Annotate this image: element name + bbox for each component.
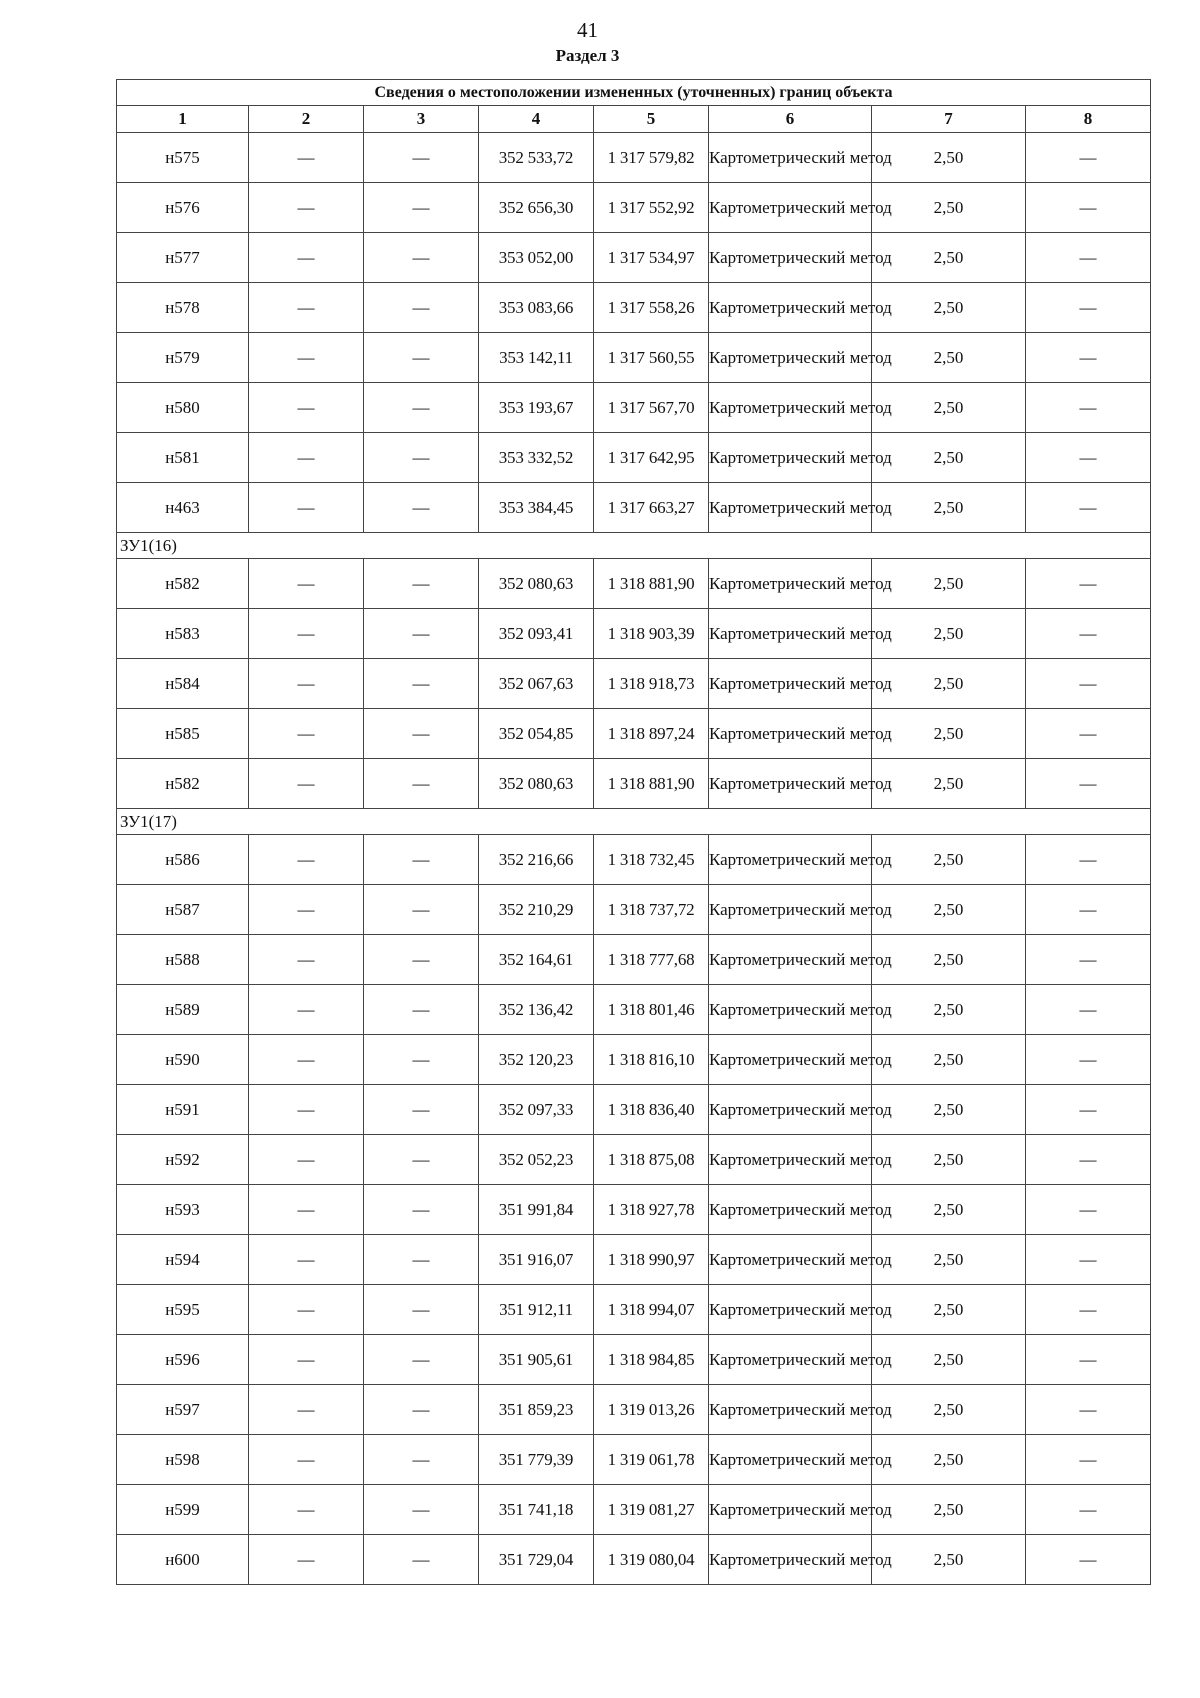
accuracy-cell: 2,50 [872, 283, 1026, 333]
x-coordinate-cell: 352 054,85 [479, 709, 594, 759]
accuracy-cell: 2,50 [872, 1385, 1026, 1435]
y-coordinate-cell: 1 317 642,95 [594, 433, 709, 483]
column-8-cell: — [1026, 1535, 1151, 1585]
point-name-cell: н593 [117, 1185, 249, 1235]
column-3-cell: — [364, 1385, 479, 1435]
group-row [117, 809, 1151, 835]
x-coordinate-cell: 352 080,63 [479, 759, 594, 809]
x-coordinate-cell: 352 656,30 [479, 183, 594, 233]
table-row [117, 609, 1151, 659]
column-8-cell: — [1026, 1485, 1151, 1535]
point-name-cell: н597 [117, 1385, 249, 1435]
method-cell: Картометрический метод [709, 333, 872, 383]
table-row [117, 935, 1151, 985]
column-2-cell: — [249, 1535, 364, 1585]
x-coordinate-cell: 352 052,23 [479, 1135, 594, 1185]
column-8-cell: — [1026, 935, 1151, 985]
point-name-cell: н596 [117, 1335, 249, 1385]
table-row [117, 1135, 1151, 1185]
y-coordinate-cell: 1 318 990,97 [594, 1235, 709, 1285]
column-2-cell: — [249, 1335, 364, 1385]
point-name-cell: н578 [117, 283, 249, 333]
column-8-cell: — [1026, 609, 1151, 659]
accuracy-cell: 2,50 [872, 1135, 1026, 1185]
column-number-1: 1 [117, 106, 249, 133]
y-coordinate-cell: 1 318 836,40 [594, 1085, 709, 1135]
column-8-cell: — [1026, 283, 1151, 333]
x-coordinate-cell: 352 120,23 [479, 1035, 594, 1085]
y-coordinate-cell: 1 318 801,46 [594, 985, 709, 1035]
table-row [117, 1085, 1151, 1135]
column-2-cell: — [249, 559, 364, 609]
column-3-cell: — [364, 835, 479, 885]
column-8-cell: — [1026, 559, 1151, 609]
column-2-cell: — [249, 1085, 364, 1135]
x-coordinate-cell: 351 729,04 [479, 1535, 594, 1585]
table-row [117, 559, 1151, 609]
point-name-cell: н599 [117, 1485, 249, 1535]
column-3-cell: — [364, 1285, 479, 1335]
y-coordinate-cell: 1 318 918,73 [594, 659, 709, 709]
point-name-cell: н463 [117, 483, 249, 533]
group-row [117, 533, 1151, 559]
column-8-cell: — [1026, 333, 1151, 383]
method-cell: Картометрический метод [709, 935, 872, 985]
column-2-cell: — [249, 283, 364, 333]
accuracy-cell: 2,50 [872, 609, 1026, 659]
column-8-cell: — [1026, 383, 1151, 433]
column-numbers-row [117, 106, 1151, 133]
column-3-cell: — [364, 659, 479, 709]
y-coordinate-cell: 1 318 737,72 [594, 885, 709, 935]
column-2-cell: — [249, 885, 364, 935]
point-name-cell: н584 [117, 659, 249, 709]
accuracy-cell: 2,50 [872, 1085, 1026, 1135]
method-cell: Картометрический метод [709, 985, 872, 1035]
column-2-cell: — [249, 709, 364, 759]
x-coordinate-cell: 351 991,84 [479, 1185, 594, 1235]
column-2-cell: — [249, 835, 364, 885]
section-title: Раздел 3 [555, 46, 620, 65]
column-3-cell: — [364, 1335, 479, 1385]
y-coordinate-cell: 1 319 013,26 [594, 1385, 709, 1435]
point-name-cell: н592 [117, 1135, 249, 1185]
accuracy-cell: 2,50 [872, 183, 1026, 233]
y-coordinate-cell: 1 319 061,78 [594, 1435, 709, 1485]
point-name-cell: н588 [117, 935, 249, 985]
column-number-4: 4 [479, 106, 594, 133]
method-cell: Картометрический метод [709, 383, 872, 433]
y-coordinate-cell: 1 318 732,45 [594, 835, 709, 885]
x-coordinate-cell: 352 216,66 [479, 835, 594, 885]
column-8-cell: — [1026, 1335, 1151, 1385]
column-2-cell: — [249, 1235, 364, 1285]
column-2-cell: — [249, 1285, 364, 1335]
accuracy-cell: 2,50 [872, 559, 1026, 609]
x-coordinate-cell: 351 779,39 [479, 1435, 594, 1485]
column-2-cell: — [249, 1435, 364, 1485]
column-8-cell: — [1026, 1385, 1151, 1435]
x-coordinate-cell: 352 136,42 [479, 985, 594, 1035]
method-cell: Картометрический метод [709, 659, 872, 709]
column-3-cell: — [364, 1135, 479, 1185]
point-name-cell: н587 [117, 885, 249, 935]
table-row [117, 183, 1151, 233]
table-row [117, 1485, 1151, 1535]
accuracy-cell: 2,50 [872, 835, 1026, 885]
y-coordinate-cell: 1 317 567,70 [594, 383, 709, 433]
table-row [117, 1535, 1151, 1585]
method-cell: Картометрический метод [709, 1185, 872, 1235]
x-coordinate-cell: 353 332,52 [479, 433, 594, 483]
y-coordinate-cell: 1 317 534,97 [594, 233, 709, 283]
column-8-cell: — [1026, 1235, 1151, 1285]
point-name-cell: н576 [117, 183, 249, 233]
point-name-cell: н581 [117, 433, 249, 483]
column-3-cell: — [364, 609, 479, 659]
accuracy-cell: 2,50 [872, 1435, 1026, 1485]
y-coordinate-cell: 1 318 881,90 [594, 759, 709, 809]
table-row [117, 1185, 1151, 1235]
table-row [117, 885, 1151, 935]
point-name-cell: н595 [117, 1285, 249, 1335]
column-3-cell: — [364, 233, 479, 283]
column-3-cell: — [364, 1185, 479, 1235]
column-number-2: 2 [249, 106, 364, 133]
accuracy-cell: 2,50 [872, 1035, 1026, 1085]
accuracy-cell: 2,50 [872, 383, 1026, 433]
x-coordinate-cell: 351 912,11 [479, 1285, 594, 1335]
table-row [117, 1335, 1151, 1385]
column-2-cell: — [249, 1035, 364, 1085]
table-row [117, 659, 1151, 709]
column-number-6: 6 [709, 106, 872, 133]
y-coordinate-cell: 1 318 903,39 [594, 609, 709, 659]
column-2-cell: — [249, 233, 364, 283]
column-2-cell: — [249, 333, 364, 383]
accuracy-cell: 2,50 [872, 233, 1026, 283]
column-3-cell: — [364, 383, 479, 433]
column-8-cell: — [1026, 1035, 1151, 1085]
table-row [117, 1035, 1151, 1085]
method-cell: Картометрический метод [709, 183, 872, 233]
column-2-cell: — [249, 1185, 364, 1235]
accuracy-cell: 2,50 [872, 1235, 1026, 1285]
column-number-8: 8 [1026, 106, 1151, 133]
column-2-cell: — [249, 985, 364, 1035]
column-8-cell: — [1026, 709, 1151, 759]
accuracy-cell: 2,50 [872, 1535, 1026, 1585]
column-2-cell: — [249, 1385, 364, 1435]
table-row [117, 709, 1151, 759]
x-coordinate-cell: 351 916,07 [479, 1235, 594, 1285]
column-2-cell: — [249, 133, 364, 183]
x-coordinate-cell: 353 052,00 [479, 233, 594, 283]
column-8-cell: — [1026, 835, 1151, 885]
point-name-cell: н577 [117, 233, 249, 283]
table-row [117, 1285, 1151, 1335]
accuracy-cell: 2,50 [872, 885, 1026, 935]
column-8-cell: — [1026, 1135, 1151, 1185]
method-cell: Картометрический метод [709, 433, 872, 483]
point-name-cell: н598 [117, 1435, 249, 1485]
y-coordinate-cell: 1 318 927,78 [594, 1185, 709, 1235]
column-3-cell: — [364, 1535, 479, 1585]
column-3-cell: — [364, 1235, 479, 1285]
column-3-cell: — [364, 283, 479, 333]
x-coordinate-cell: 351 905,61 [479, 1335, 594, 1385]
accuracy-cell: 2,50 [872, 1485, 1026, 1535]
method-cell: Картометрический метод [709, 233, 872, 283]
method-cell: Картометрический метод [709, 1135, 872, 1185]
accuracy-cell: 2,50 [872, 935, 1026, 985]
method-cell: Картометрический метод [709, 1485, 872, 1535]
column-3-cell: — [364, 183, 479, 233]
column-2-cell: — [249, 759, 364, 809]
y-coordinate-cell: 1 318 875,08 [594, 1135, 709, 1185]
table-body [117, 133, 1151, 1585]
column-8-cell: — [1026, 183, 1151, 233]
y-coordinate-cell: 1 318 777,68 [594, 935, 709, 985]
x-coordinate-cell: 351 741,18 [479, 1485, 594, 1535]
table-row [117, 1235, 1151, 1285]
accuracy-cell: 2,50 [872, 433, 1026, 483]
column-3-cell: — [364, 1485, 479, 1535]
column-number-3: 3 [364, 106, 479, 133]
y-coordinate-cell: 1 319 081,27 [594, 1485, 709, 1535]
table-row [117, 483, 1151, 533]
column-8-cell: — [1026, 483, 1151, 533]
column-3-cell: — [364, 759, 479, 809]
point-name-cell: н582 [117, 759, 249, 809]
x-coordinate-cell: 352 164,61 [479, 935, 594, 985]
y-coordinate-cell: 1 318 816,10 [594, 1035, 709, 1085]
method-cell: Картометрический метод [709, 609, 872, 659]
column-3-cell: — [364, 885, 479, 935]
method-cell: Картометрический метод [709, 1385, 872, 1435]
column-3-cell: — [364, 1435, 479, 1485]
method-cell: Картометрический метод [709, 283, 872, 333]
column-2-cell: — [249, 483, 364, 533]
x-coordinate-cell: 352 067,63 [479, 659, 594, 709]
column-3-cell: — [364, 1085, 479, 1135]
method-cell: Картометрический метод [709, 559, 872, 609]
group-label: ЗУ1(16) [117, 533, 1151, 559]
boundary-coordinates-table [116, 79, 1151, 1585]
table-caption: Сведения о местоположении измененных (уточненных) границ объекта [117, 80, 1151, 106]
point-name-cell: н585 [117, 709, 249, 759]
column-8-cell: — [1026, 659, 1151, 709]
y-coordinate-cell: 1 318 881,90 [594, 559, 709, 609]
column-8-cell: — [1026, 1435, 1151, 1485]
y-coordinate-cell: 1 317 663,27 [594, 483, 709, 533]
point-name-cell: н579 [117, 333, 249, 383]
point-name-cell: н582 [117, 559, 249, 609]
point-name-cell: н590 [117, 1035, 249, 1085]
accuracy-cell: 2,50 [872, 709, 1026, 759]
column-8-cell: — [1026, 759, 1151, 809]
column-2-cell: — [249, 183, 364, 233]
table-row [117, 835, 1151, 885]
column-8-cell: — [1026, 233, 1151, 283]
y-coordinate-cell: 1 317 552,92 [594, 183, 709, 233]
column-2-cell: — [249, 659, 364, 709]
point-name-cell: н600 [117, 1535, 249, 1585]
accuracy-cell: 2,50 [872, 483, 1026, 533]
y-coordinate-cell: 1 317 579,82 [594, 133, 709, 183]
method-cell: Картометрический метод [709, 885, 872, 935]
method-cell: Картометрический метод [709, 1435, 872, 1485]
y-coordinate-cell: 1 317 558,26 [594, 283, 709, 333]
column-2-cell: — [249, 1485, 364, 1535]
method-cell: Картометрический метод [709, 1085, 872, 1135]
column-number-7: 7 [872, 106, 1026, 133]
column-8-cell: — [1026, 985, 1151, 1035]
accuracy-cell: 2,50 [872, 659, 1026, 709]
column-3-cell: — [364, 483, 479, 533]
column-3-cell: — [364, 709, 479, 759]
y-coordinate-cell: 1 318 994,07 [594, 1285, 709, 1335]
column-8-cell: — [1026, 1285, 1151, 1335]
table-row [117, 233, 1151, 283]
table-row [117, 1435, 1151, 1485]
y-coordinate-cell: 1 318 984,85 [594, 1335, 709, 1385]
accuracy-cell: 2,50 [872, 759, 1026, 809]
column-3-cell: — [364, 133, 479, 183]
x-coordinate-cell: 353 384,45 [479, 483, 594, 533]
x-coordinate-cell: 352 533,72 [479, 133, 594, 183]
method-cell: Картометрический метод [709, 1535, 872, 1585]
y-coordinate-cell: 1 317 560,55 [594, 333, 709, 383]
x-coordinate-cell: 352 093,41 [479, 609, 594, 659]
column-8-cell: — [1026, 433, 1151, 483]
table-row [117, 333, 1151, 383]
accuracy-cell: 2,50 [872, 1285, 1026, 1335]
table-row [117, 133, 1151, 183]
table-row [117, 383, 1151, 433]
x-coordinate-cell: 353 083,66 [479, 283, 594, 333]
method-cell: Картометрический метод [709, 709, 872, 759]
column-2-cell: — [249, 433, 364, 483]
table-row [117, 433, 1151, 483]
page-number: 41 [577, 18, 598, 42]
x-coordinate-cell: 352 080,63 [479, 559, 594, 609]
column-8-cell: — [1026, 1085, 1151, 1135]
method-cell: Картометрический метод [709, 1035, 872, 1085]
table-row [117, 1385, 1151, 1435]
column-8-cell: — [1026, 1185, 1151, 1235]
column-3-cell: — [364, 559, 479, 609]
x-coordinate-cell: 351 859,23 [479, 1385, 594, 1435]
point-name-cell: н589 [117, 985, 249, 1035]
accuracy-cell: 2,50 [872, 333, 1026, 383]
accuracy-cell: 2,50 [872, 133, 1026, 183]
column-2-cell: — [249, 609, 364, 659]
column-3-cell: — [364, 935, 479, 985]
point-name-cell: н586 [117, 835, 249, 885]
column-8-cell: — [1026, 885, 1151, 935]
method-cell: Картометрический метод [709, 483, 872, 533]
point-name-cell: н575 [117, 133, 249, 183]
y-coordinate-cell: 1 319 080,04 [594, 1535, 709, 1585]
column-8-cell: — [1026, 133, 1151, 183]
method-cell: Картометрический метод [709, 133, 872, 183]
column-3-cell: — [364, 1035, 479, 1085]
table-row [117, 759, 1151, 809]
table-row [117, 283, 1151, 333]
column-3-cell: — [364, 433, 479, 483]
column-2-cell: — [249, 1135, 364, 1185]
point-name-cell: н583 [117, 609, 249, 659]
column-3-cell: — [364, 333, 479, 383]
column-number-5: 5 [594, 106, 709, 133]
point-name-cell: н580 [117, 383, 249, 433]
point-name-cell: н591 [117, 1085, 249, 1135]
method-cell: Картометрический метод [709, 835, 872, 885]
column-2-cell: — [249, 383, 364, 433]
group-label: ЗУ1(17) [117, 809, 1151, 835]
x-coordinate-cell: 352 210,29 [479, 885, 594, 935]
accuracy-cell: 2,50 [872, 1335, 1026, 1385]
x-coordinate-cell: 353 193,67 [479, 383, 594, 433]
method-cell: Картометрический метод [709, 1285, 872, 1335]
method-cell: Картометрический метод [709, 1335, 872, 1385]
accuracy-cell: 2,50 [872, 1185, 1026, 1235]
table-row [117, 985, 1151, 1035]
column-2-cell: — [249, 935, 364, 985]
accuracy-cell: 2,50 [872, 985, 1026, 1035]
column-3-cell: — [364, 985, 479, 1035]
point-name-cell: н594 [117, 1235, 249, 1285]
method-cell: Картометрический метод [709, 759, 872, 809]
method-cell: Картометрический метод [709, 1235, 872, 1285]
y-coordinate-cell: 1 318 897,24 [594, 709, 709, 759]
x-coordinate-cell: 352 097,33 [479, 1085, 594, 1135]
x-coordinate-cell: 353 142,11 [479, 333, 594, 383]
